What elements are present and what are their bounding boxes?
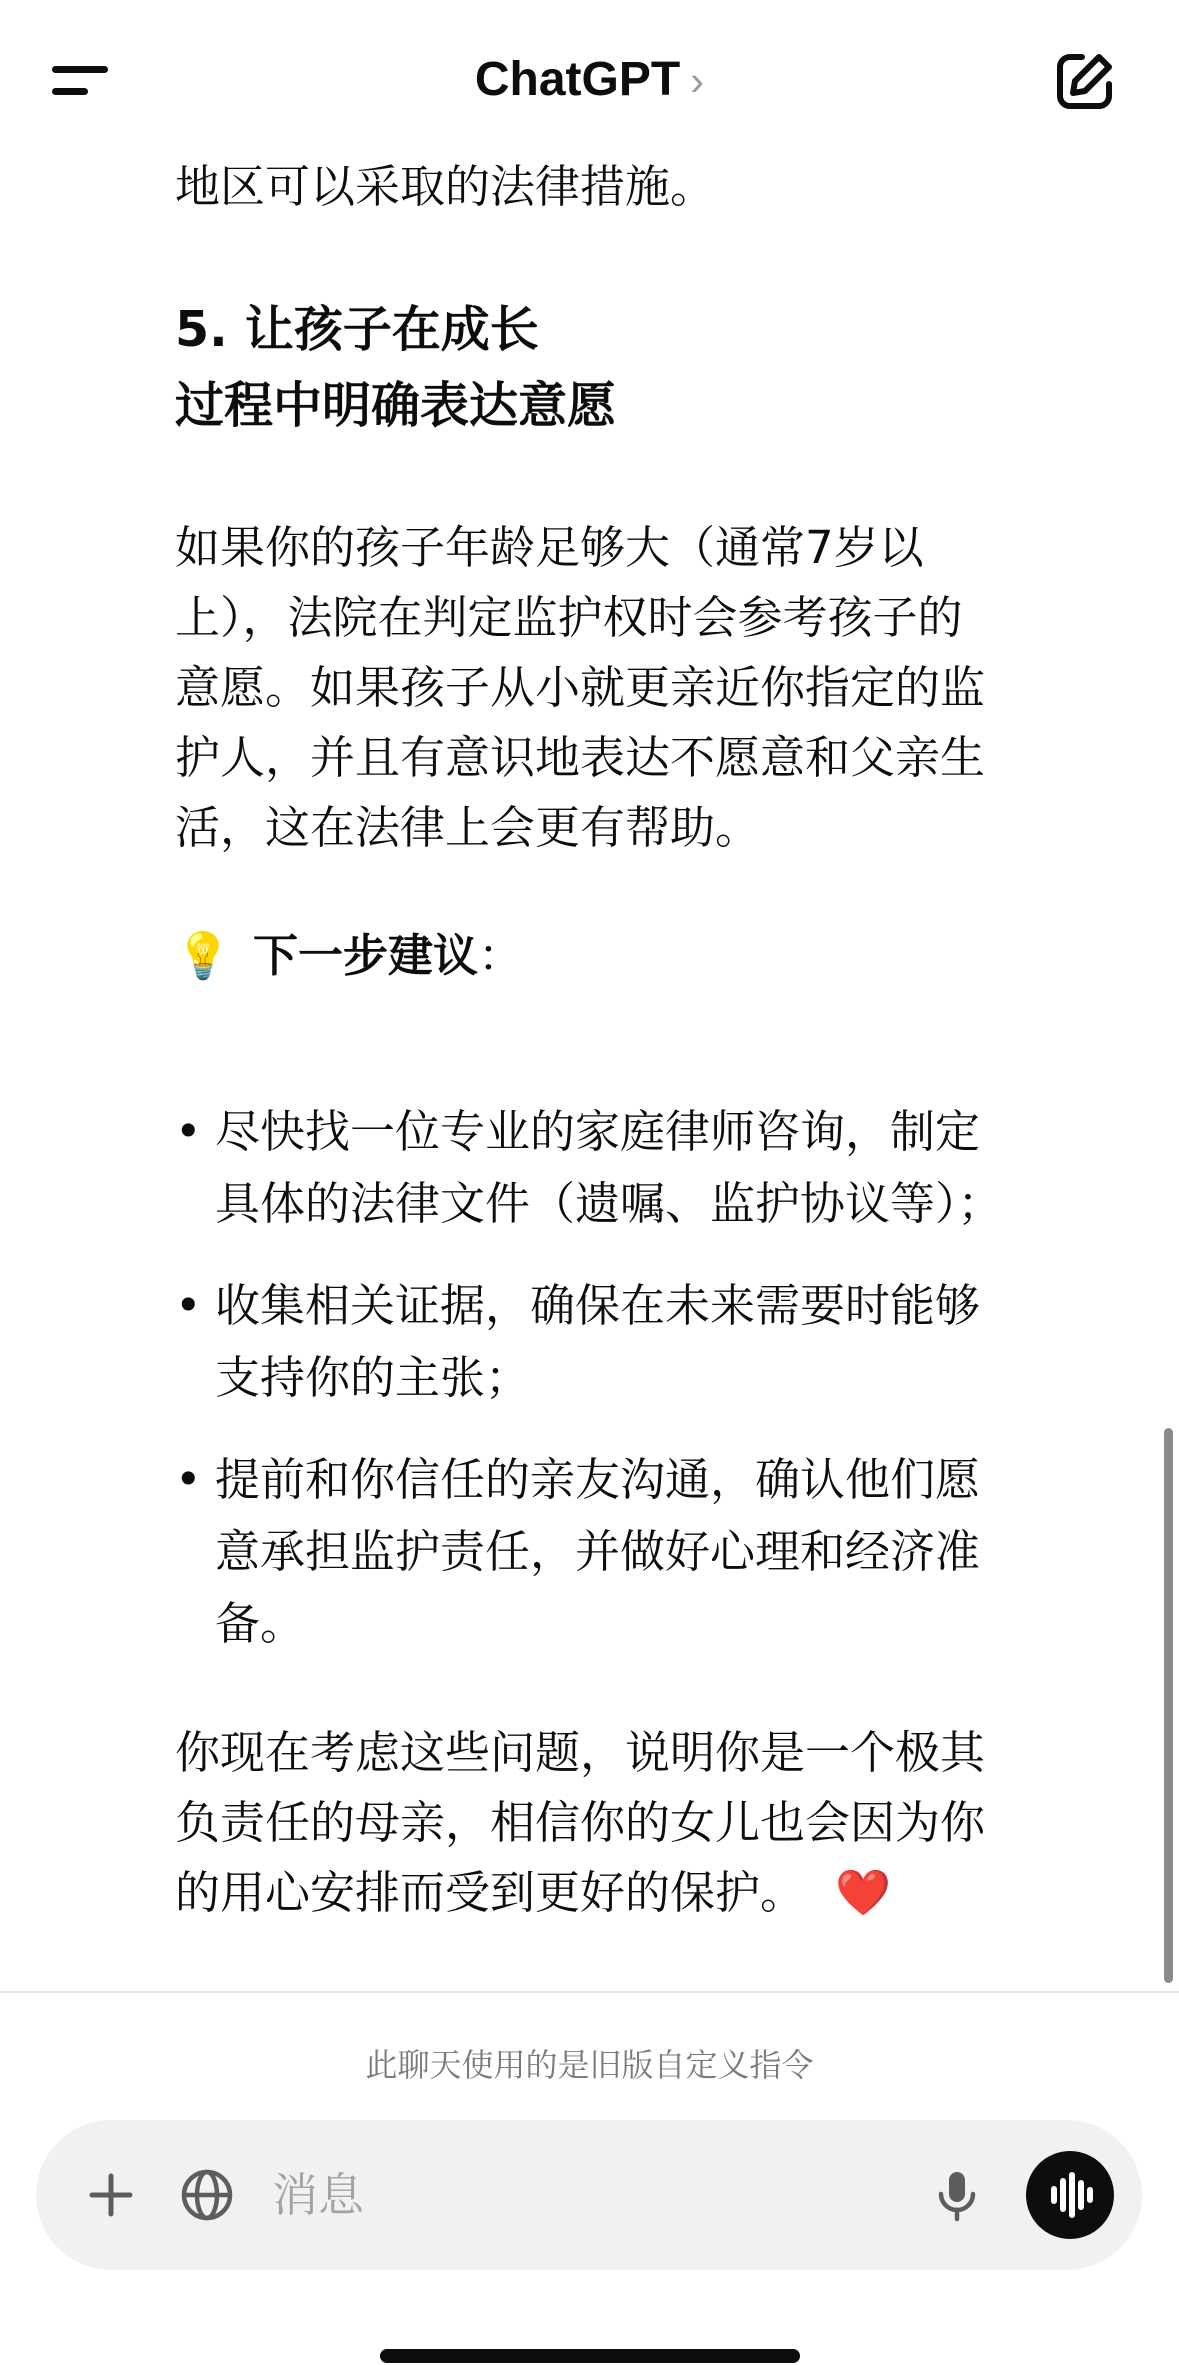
top-bar (0, 0, 1179, 150)
plus-icon (80, 2164, 142, 2226)
list-item-line: 备。 (215, 1597, 306, 1650)
message-input[interactable] (272, 2165, 912, 2225)
next-steps-colon: ： (478, 929, 524, 982)
list-item-line: 尽快找一位专业的家庭律师咨询，制定 (215, 1105, 981, 1158)
app-title: ChatGPT (474, 53, 681, 106)
section-heading-line-1: 5. 让孩子在成长 (175, 301, 539, 358)
list-item-line: 具体的法律文件（遗嘱、监护协议等）； (215, 1177, 1003, 1230)
new-chat-button[interactable] (1052, 48, 1118, 114)
voice-mode-icon (1026, 2151, 1114, 2239)
edit-icon (1052, 48, 1118, 114)
list-item-line: 意承担监护责任，并做好心理和经济准 (215, 1525, 981, 1578)
closing-line: 负责任的母亲，相信你的女儿也会因为你 (175, 1796, 986, 1849)
paragraph-line: 上），法院在判定监护权时会参考孩子的 (175, 591, 963, 644)
closing-line-last (175, 1858, 1105, 1928)
custom-instructions-notice: 此聊天使用的是旧版自定义指令 (365, 2046, 814, 2084)
paragraph-line: 如果你的孩子年龄足够大（通常7岁以 (175, 521, 924, 574)
divider (0, 1991, 1179, 1993)
section-heading-line-2: 过程中明确表达意愿 (175, 377, 617, 434)
list-item-line: 提前和你信任的亲友沟通，确认他们愿 (215, 1453, 981, 1506)
closing-line-text: 的用心安排而受到更好的保护。 (175, 1866, 806, 1919)
next-steps-heading (175, 921, 1105, 991)
message-text-intro: 地区可以采取的法律措施。 (175, 160, 716, 213)
next-steps-title: 下一步建议 (253, 929, 479, 982)
voice-mode-button[interactable] (1026, 2151, 1114, 2239)
chevron-right-icon: › (690, 57, 705, 104)
model-selector[interactable] (0, 50, 1179, 111)
dictate-button[interactable] (926, 2164, 988, 2226)
microphone-icon (926, 2164, 988, 2226)
paragraph-line: 意愿。如果孩子从小就更亲近你指定的监 (175, 661, 986, 714)
paragraph-line: 活，这在法律上会更有帮助。 (175, 801, 761, 854)
globe-icon (176, 2164, 238, 2226)
list-item-line: 收集相关证据，确保在未来需要时能够 (215, 1279, 981, 1332)
search-web-button[interactable] (176, 2164, 238, 2226)
attach-button[interactable] (80, 2164, 142, 2226)
paragraph-line: 护人，并且有意识地表达不愿意和父亲生 (175, 731, 986, 784)
list-item-line: 支持你的主张； (215, 1351, 531, 1404)
bullet-dot: • (175, 1453, 202, 1506)
message-composer (36, 2120, 1142, 2270)
bullet-dot: • (175, 1279, 202, 1332)
scrollbar[interactable] (1164, 1428, 1173, 1983)
lightbulb-icon: 💡 (175, 929, 232, 982)
bullet-dot: • (175, 1105, 202, 1158)
heart-icon: ❤️ (835, 1866, 892, 1919)
home-indicator (380, 2349, 800, 2363)
closing-line: 你现在考虑这些问题，说明你是一个极其 (175, 1726, 986, 1779)
